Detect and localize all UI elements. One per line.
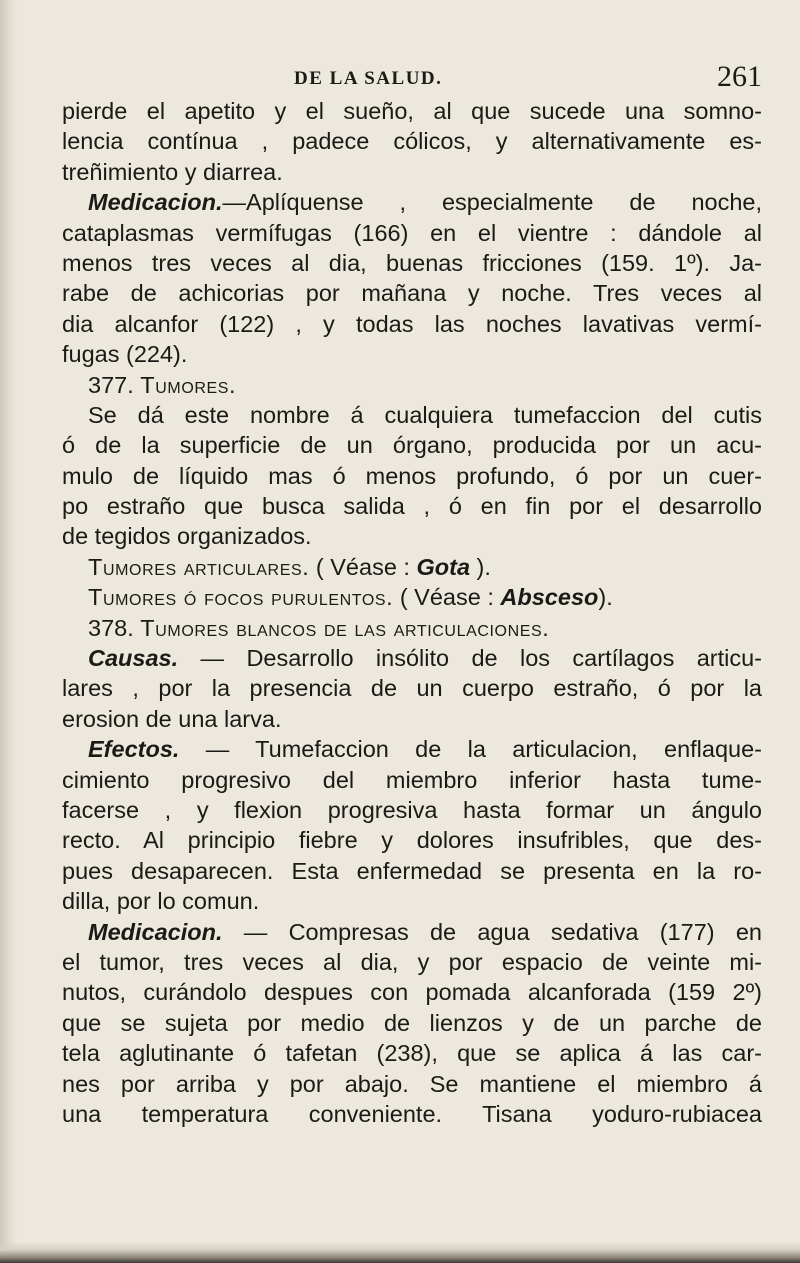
medication-paragraph-start — [62, 187, 762, 217]
text-line: menos tres veces al dia, buenas fricciones (159. 1º). Ja- — [62, 249, 762, 276]
section-heading-377 — [62, 370, 762, 400]
section-number: 378. — [88, 614, 134, 641]
text-line: pues desaparecen. Esta enfermedad se presenta en la ro- — [62, 857, 762, 884]
text-line: de tegidos organizados. — [62, 523, 312, 550]
text-line: tela aglutinante ó tafetan (238), que se aplica á las car- — [62, 1040, 762, 1067]
text-line: cimiento progresivo del miembro inferior hasta tume- — [62, 766, 762, 793]
see-also-prefix: ( Véase : — [315, 553, 410, 580]
text-line: Se dá este nombre á cualquiera tumefaccion del cutis — [88, 401, 762, 428]
text-line: dia alcanfor (122) , y todas las noches lavativas vermí- — [62, 310, 762, 337]
section-label: Medicacion. — [88, 918, 223, 945]
text-line: cataplasmas vermífugas (166) en el vientre : dándole al — [62, 219, 762, 246]
causes-paragraph-start — [62, 643, 762, 673]
see-also-reference: Gota — [416, 553, 471, 580]
text-line: erosion de una larva. — [62, 705, 282, 732]
see-also-prefix: ( Véase : — [399, 584, 494, 611]
text-line: lares , por la presencia de un cuerpo estraño, ó por la — [62, 675, 762, 702]
section-label: Medicacion. — [88, 189, 223, 216]
text-line: el tumor, tres veces al dia, y por espacio de veinte mi- — [62, 948, 762, 975]
text-line: po estraño que busca salida , ó en fin por el desarrollo — [62, 493, 762, 520]
section-number: 377. — [88, 371, 134, 398]
text-line: ó de la superficie de un órgano, producida por un acu- — [62, 432, 762, 459]
text-line: facerse , y flexion progresiva hasta formar un ángulo — [62, 796, 762, 823]
running-head — [62, 60, 762, 96]
text-run: —Aplíquense , especialmente de noche, — [222, 189, 762, 216]
cross-reference-line — [62, 552, 762, 582]
page-spine-shadow — [0, 0, 18, 1263]
text-line: fugas (224). — [62, 341, 188, 368]
body-text — [62, 96, 762, 1129]
see-also-suffix: ). — [598, 584, 613, 611]
text-line: nutos, curándolo despues con pomada alcanforada (159 2º) — [62, 979, 762, 1006]
section-heading: Tumores. — [140, 371, 237, 398]
text-line: nes por arriba y por abajo. Se mantiene el miembro á — [62, 1070, 762, 1097]
text-line: que se sujeta por medio de lienzos y de un parche de — [62, 1009, 762, 1036]
text-line: una temperatura conveniente. Tisana yoduro-rubiacea — [62, 1100, 762, 1127]
text-line: treñimiento y diarrea. — [62, 158, 283, 185]
text-line: mulo de líquido mas ó menos profundo, ó por un cuer- — [62, 462, 762, 489]
section-heading-378 — [62, 613, 762, 643]
text-run: — Tumefaccion de la articulacion, enflaque- — [205, 736, 762, 763]
running-head-title: DE LA SALUD. — [294, 68, 443, 89]
text-line: dilla, por lo comun. — [62, 888, 260, 915]
page-content — [62, 60, 762, 1129]
entry-heading: Tumores articulares. — [88, 553, 310, 580]
cross-reference-line — [62, 582, 762, 612]
section-label: Efectos. — [88, 736, 180, 763]
text-run: — Compresas de agua sedativa (177) en — [243, 918, 762, 945]
see-also-suffix: ). — [476, 553, 491, 580]
text-line: lencia contínua , padece cólicos, y alternativamente es- — [62, 128, 762, 155]
text-line: recto. Al principio fiebre y dolores insufribles, que des- — [62, 827, 762, 854]
page-number: 261 — [717, 60, 762, 93]
effects-paragraph-start — [62, 734, 762, 764]
section-label: Causas. — [88, 645, 179, 672]
text-line: rabe de achicorias por mañana y noche. Tres veces al — [62, 280, 762, 307]
text-run: — Desarrollo insólito de los cartílagos articu- — [200, 645, 763, 672]
medication-paragraph-start — [62, 917, 762, 947]
entry-heading: Tumores ó focos purulentos. — [88, 584, 394, 611]
text-line: pierde el apetito y el sueño, al que sucede una somno- — [62, 98, 762, 124]
section-heading: Tumores blancos de las articulaciones. — [140, 614, 550, 641]
page-bottom-edge — [0, 1241, 800, 1263]
see-also-reference: Absceso — [500, 584, 599, 611]
